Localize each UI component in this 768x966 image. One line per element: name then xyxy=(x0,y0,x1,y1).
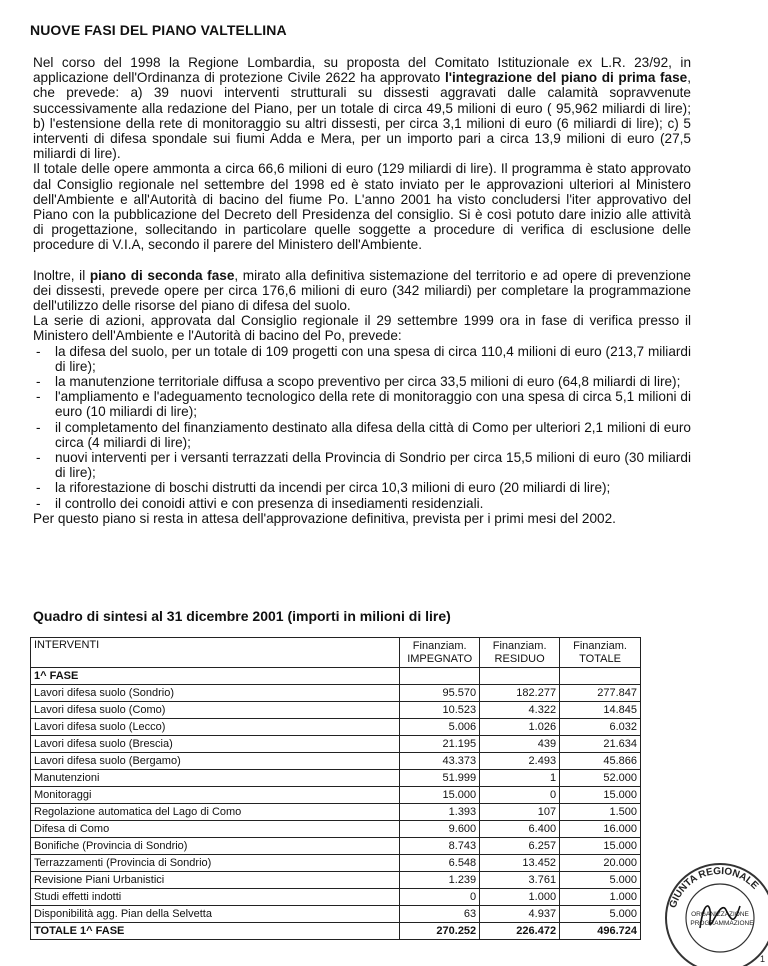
table-row xyxy=(31,804,641,821)
row-residuo: 107 xyxy=(480,804,560,821)
row-totale: 5.000 xyxy=(560,872,641,889)
row-label: Lavori difesa suolo (Como) xyxy=(31,702,400,719)
row-impegnato: 0 xyxy=(400,889,480,906)
row-impegnato: 43.373 xyxy=(400,753,480,770)
total-label: TOTALE 1^ FASE xyxy=(31,923,400,940)
section-row xyxy=(31,668,641,685)
paragraph-3-text-end: , mirato alla definitiva sistemazione del territorio e ad opere di prevenzione dei dissesti, prevede opere per circa 176,6 milioni di euro (342 miliardi) per completare la programmazione dell'utilizzo delle risorse del piano di difesa del suolo. xyxy=(33,267,691,314)
summary-table xyxy=(30,637,641,940)
row-totale: 1.500 xyxy=(560,804,641,821)
list-item: - il completamento del finanziamento destinato alla difesa della città di Como per ulteriori 2,1 milioni di euro circa (4 miliardi di lire); xyxy=(33,420,691,450)
row-residuo: 439 xyxy=(480,736,560,753)
table-row xyxy=(31,753,641,770)
row-totale: 277.847 xyxy=(560,685,641,702)
table-row xyxy=(31,906,641,923)
row-label: Lavori difesa suolo (Brescia) xyxy=(31,736,400,753)
row-label: Lavori difesa suolo (Bergamo) xyxy=(31,753,400,770)
row-label: Lavori difesa suolo (Sondrio) xyxy=(31,685,400,702)
row-totale: 52.000 xyxy=(560,770,641,787)
header-totale xyxy=(560,638,641,668)
row-impegnato: 21.195 xyxy=(400,736,480,753)
row-residuo: 13.452 xyxy=(480,855,560,872)
row-residuo: 6.400 xyxy=(480,821,560,838)
list-item: - la difesa del suolo, per un totale di 109 progetti con una spesa di circa 110,4 milioni di euro (213,7 miliardi di lire); xyxy=(33,344,691,374)
row-residuo: 1.000 xyxy=(480,889,560,906)
header-totale-line2: TOTALE xyxy=(579,653,621,665)
paragraph-3 xyxy=(33,268,691,314)
paragraph-2: Il totale delle opere ammonta a circa 66,6 milioni di euro (129 miliardi di lire). Il programma è stato approvato dal Consiglio regionale nel settembre del 1998 ed è stato inviato per le approvazioni ulteriori al Ministero dell'Ambiente e all'Autorità di bacino del fiume Po. L'anno 2001 ha visto concludersi l'iter approvativo del Piano con la pubblicazione del Decreto dell Presidenza del consiglio. Si è così potuto dare inizio alle attività di progettazione, sollecitando in particolare quelle soggette a procedure di verifica di esclusione delle procedure di V.I.A, secondo il parere del Ministero dell'Ambiente. xyxy=(33,161,691,253)
row-residuo: 4.937 xyxy=(480,906,560,923)
stamp-inner-text-1: ORGANIZZAZIONE xyxy=(691,911,749,918)
total-totale: 496.724 xyxy=(560,923,641,940)
stamp-top-text: GIUNTA REGIONALE xyxy=(667,865,761,910)
row-label: Manutenzioni xyxy=(31,770,400,787)
row-impegnato: 6.548 xyxy=(400,855,480,872)
header-residuo-line2: RESIDUO xyxy=(494,653,545,665)
table-header-row xyxy=(31,638,641,668)
row-impegnato: 1.239 xyxy=(400,872,480,889)
list-item: - la riforestazione di boschi distrutti da incendi per circa 10,3 milioni di euro (20 miliardi di lire); xyxy=(33,480,691,495)
table-row xyxy=(31,855,641,872)
table-row xyxy=(31,770,641,787)
table-row xyxy=(31,787,641,804)
row-impegnato: 9.600 xyxy=(400,821,480,838)
summary-table-title: Quadro di sintesi al 31 dicembre 2001 (importi in milioni di lire) xyxy=(33,608,451,624)
row-label: Monitoraggi xyxy=(31,787,400,804)
paragraph-4: La serie di azioni, approvata dal Consiglio regionale il 29 settembre 1999 ora in fase di verifica presso il Ministero dell'Ambiente e l'Autorità di bacino del Po, prevede: xyxy=(33,313,691,344)
header-impegnato-line2: IMPEGNATO xyxy=(407,653,473,665)
paragraph-1 xyxy=(33,55,691,161)
stamp-inner-text-2: PROGRAMMAZIONE xyxy=(690,920,754,927)
row-label: Bonifiche (Provincia di Sondrio) xyxy=(31,838,400,855)
row-impegnato: 5.006 xyxy=(400,719,480,736)
body-text xyxy=(33,55,691,526)
row-residuo: 4.322 xyxy=(480,702,560,719)
paragraph-3-text: Inoltre, il xyxy=(33,267,90,283)
row-totale: 20.000 xyxy=(560,855,641,872)
table-row xyxy=(31,736,641,753)
total-row xyxy=(31,923,641,940)
total-impegnato: 270.252 xyxy=(400,923,480,940)
list-item: - la manutenzione territoriale diffusa a scopo preventivo per circa 33,5 milioni di euro (64,8 miliardi di lire); xyxy=(33,374,691,389)
actions-list xyxy=(33,344,691,511)
table-row xyxy=(31,838,641,855)
row-label: Revisione Piani Urbanistici xyxy=(31,872,400,889)
row-totale: 6.032 xyxy=(560,719,641,736)
row-residuo: 182.277 xyxy=(480,685,560,702)
paragraph-1-bold: l'integrazione del piano di prima fase xyxy=(444,70,688,86)
header-impegnato xyxy=(400,638,480,668)
row-totale: 1.000 xyxy=(560,889,641,906)
table-cell xyxy=(480,668,560,685)
row-impegnato: 95.570 xyxy=(400,685,480,702)
row-impegnato: 15.000 xyxy=(400,787,480,804)
paragraph-1-text-end: , che prevede: a) 39 nuovi interventi strutturali su dissesti aggravati dalle calamità sopravvenute successivamente alla redazione del Piano, per un totale di circa 49,5 milioni di euro ( 95,962 miliardi di lire); b) l'estensione della rete di monitoraggio su altri dissesti, per circa 3,1 milioni di euro (6 miliardi di lire); c) 5 interventi di difesa spondale sui fiumi Adda e Mera, per un importo pari a circa 13,9 milioni di euro (27,5 miliardi di lire). xyxy=(33,70,691,162)
row-impegnato: 63 xyxy=(400,906,480,923)
header-residuo-line1: Finanziam. xyxy=(492,640,547,652)
paragraph-3-bold: piano di seconda fase xyxy=(89,267,235,283)
table-cell xyxy=(560,668,641,685)
list-item: - il controllo dei conoidi attivi e con presenza di insediamenti residenziali. xyxy=(33,496,691,511)
page-number: 1 xyxy=(760,954,766,964)
table-row xyxy=(31,889,641,906)
row-impegnato: 51.999 xyxy=(400,770,480,787)
paragraph-5: Per questo piano si resta in attesa dell'approvazione definitiva, prevista per i primi mesi del 2002. xyxy=(33,510,616,526)
row-label: Studi effetti indotti xyxy=(31,889,400,906)
row-label: Terrazzamenti (Provincia di Sondrio) xyxy=(31,855,400,872)
table-body xyxy=(31,668,641,940)
header-impegnato-line1: Finanziam. xyxy=(412,640,467,652)
list-item: - nuovi interventi per i versanti terrazzati della Provincia di Sondrio per circa 15,5 milioni di euro (30 miliardi di lire); xyxy=(33,450,691,480)
table-row xyxy=(31,872,641,889)
row-label: Regolazione automatica del Lago di Como xyxy=(31,804,400,821)
row-residuo: 3.761 xyxy=(480,872,560,889)
header-totale-line1: Finanziam. xyxy=(573,640,627,652)
svg-text:GIUNTA REGIONALE xyxy=(668,866,761,910)
list-item: - l'ampliamento e l'adeguamento tecnologico della rete di monitoraggio con una spesa di circa 5,1 milioni di euro (10 miliardi di lire); xyxy=(33,389,691,419)
total-residuo: 226.472 xyxy=(480,923,560,940)
row-totale: 15.000 xyxy=(560,787,641,804)
row-residuo: 1 xyxy=(480,770,560,787)
section-label: 1^ FASE xyxy=(31,668,400,685)
row-totale: 15.000 xyxy=(560,838,641,855)
row-impegnato: 10.523 xyxy=(400,702,480,719)
row-label: Disponibilità agg. Pian della Selvetta xyxy=(31,906,400,923)
row-label: Difesa di Como xyxy=(31,821,400,838)
page-title: NUOVE FASI DEL PIANO VALTELLINA xyxy=(30,22,287,38)
row-totale: 14.845 xyxy=(560,702,641,719)
row-totale: 45.866 xyxy=(560,753,641,770)
row-residuo: 0 xyxy=(480,787,560,804)
header-residuo xyxy=(480,638,560,668)
row-totale: 5.000 xyxy=(560,906,641,923)
row-impegnato: 1.393 xyxy=(400,804,480,821)
row-impegnato: 8.743 xyxy=(400,838,480,855)
official-stamp-seal xyxy=(660,858,768,966)
table-row xyxy=(31,719,641,736)
row-residuo: 1.026 xyxy=(480,719,560,736)
row-totale: 16.000 xyxy=(560,821,641,838)
row-totale: 21.634 xyxy=(560,736,641,753)
row-residuo: 2.493 xyxy=(480,753,560,770)
row-residuo: 6.257 xyxy=(480,838,560,855)
header-interventi: INTERVENTI xyxy=(31,638,400,668)
table-row xyxy=(31,821,641,838)
row-label: Lavori difesa suolo (Lecco) xyxy=(31,719,400,736)
paragraph-1-text: Nel corso del 1998 la Regione Lombardia, su proposta del Comitato Istituzionale ex L.R. 23/92, in applicazione dell'Ordinanza di protezione Civile 2622 ha approvato xyxy=(33,55,691,86)
table-row xyxy=(31,685,641,702)
table-row xyxy=(31,702,641,719)
table-cell xyxy=(400,668,480,685)
